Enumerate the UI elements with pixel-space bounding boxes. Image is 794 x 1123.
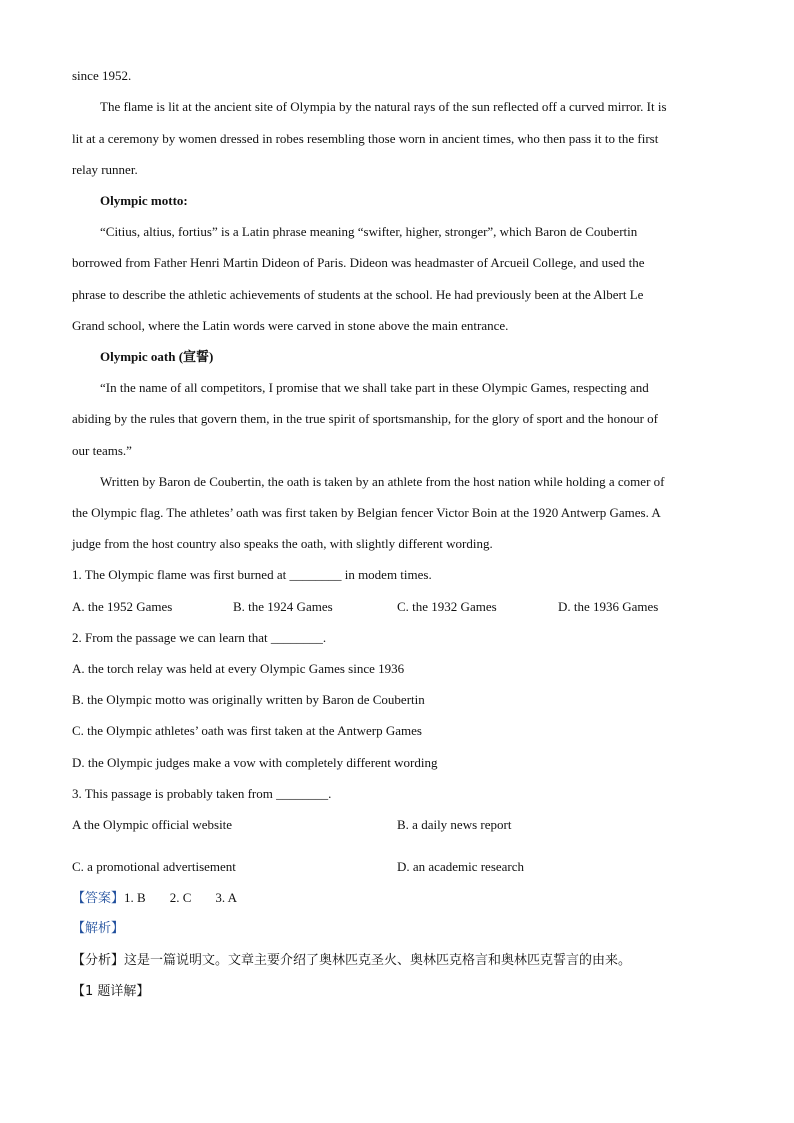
option-b: B. the 1924 Games	[233, 599, 333, 614]
option-c: C. the Olympic athletes’ oath was first taken at the Antwerp Games	[72, 723, 422, 738]
detail-label: 【1 题详解】	[72, 984, 150, 999]
passage-line: “Citius, altius, fortius” is a Latin phrase meaning “swifter, higher, stronger”, which Baron de Coubertin	[100, 224, 638, 239]
option-a: A. the torch relay was held at every Olympic Games since 1936	[72, 661, 405, 676]
analysis-summary	[72, 953, 631, 969]
passage-line: since 1952.	[72, 68, 132, 83]
passage-line: relay runner.	[72, 162, 138, 177]
passage-line: Grand school, where the Latin words were carved in stone above the main entrance.	[72, 318, 509, 333]
option-c: C. the 1932 Games	[397, 599, 497, 614]
passage-line: Written by Baron de Coubertin, the oath is taken by an athlete from the host nation while holding a comer of	[100, 474, 665, 489]
answer-item: 2. C	[169, 890, 192, 905]
question-stem: 3. This passage is probably taken from ________.	[72, 786, 332, 801]
summary-label: 【分析】	[72, 953, 125, 968]
summary-text: 这是一篇说明文。文章主要介绍了奥林匹克圣火、奥林匹克格言和奥林匹克誓言的由来。	[124, 953, 632, 968]
oath-heading: Olympic oath (宣誓)	[100, 349, 214, 364]
option-a: A. the 1952 Games	[72, 599, 173, 614]
passage-line: lit at a ceremony by women dressed in robes resembling those worn in ancient times, who then pass it to the first	[72, 131, 659, 146]
passage-line: phrase to describe the athletic achievements of students at the school. He had previously been at the Albert Le	[72, 287, 644, 302]
passage-line: The flame is lit at the ancient site of Olympia by the natural rays of the sun reflected off a curved mirror. It is	[100, 99, 667, 114]
answer-label: 【答案】	[72, 891, 125, 906]
option-a: A the Olympic official website	[72, 817, 233, 832]
passage-line: abiding by the rules that govern them, in the true spirit of sportsmanship, for the glory of sport and the honour of	[72, 411, 658, 426]
option-d: D. the 1936 Games	[558, 599, 659, 614]
option-b: B. a daily news report	[397, 817, 512, 832]
passage-line: judge from the host country also speaks the oath, with slightly different wording.	[72, 536, 493, 551]
analysis-label: 【解析】	[72, 921, 125, 936]
passage-line: borrowed from Father Henri Martin Dideon of Paris. Dideon was headmaster of Arcueil College, and used the	[72, 255, 645, 270]
passage-line: “In the name of all competitors, I promise that we shall take part in these Olympic Games, respecting and	[100, 380, 649, 395]
answer-item: 3. A	[215, 890, 238, 905]
option-c: C. a promotional advertisement	[72, 859, 236, 874]
option-d: D. the Olympic judges make a vow with completely different wording	[72, 755, 438, 770]
passage-line: the Olympic flag. The athletes’ oath was first taken by Belgian fencer Victor Boin at the 1920 Antwerp Games. A	[72, 505, 661, 520]
question-stem: 1. The Olympic flame was first burned at ________ in modem times.	[72, 567, 432, 582]
answer-row	[72, 890, 261, 907]
answer-item: 1. B	[124, 890, 146, 905]
option-b: B. the Olympic motto was originally written by Baron de Coubertin	[72, 692, 425, 707]
option-d: D. an academic research	[397, 859, 525, 874]
question-stem: 2. From the passage we can learn that ________.	[72, 630, 327, 645]
motto-heading: Olympic motto:	[100, 193, 188, 208]
passage-line: our teams.”	[72, 443, 132, 458]
